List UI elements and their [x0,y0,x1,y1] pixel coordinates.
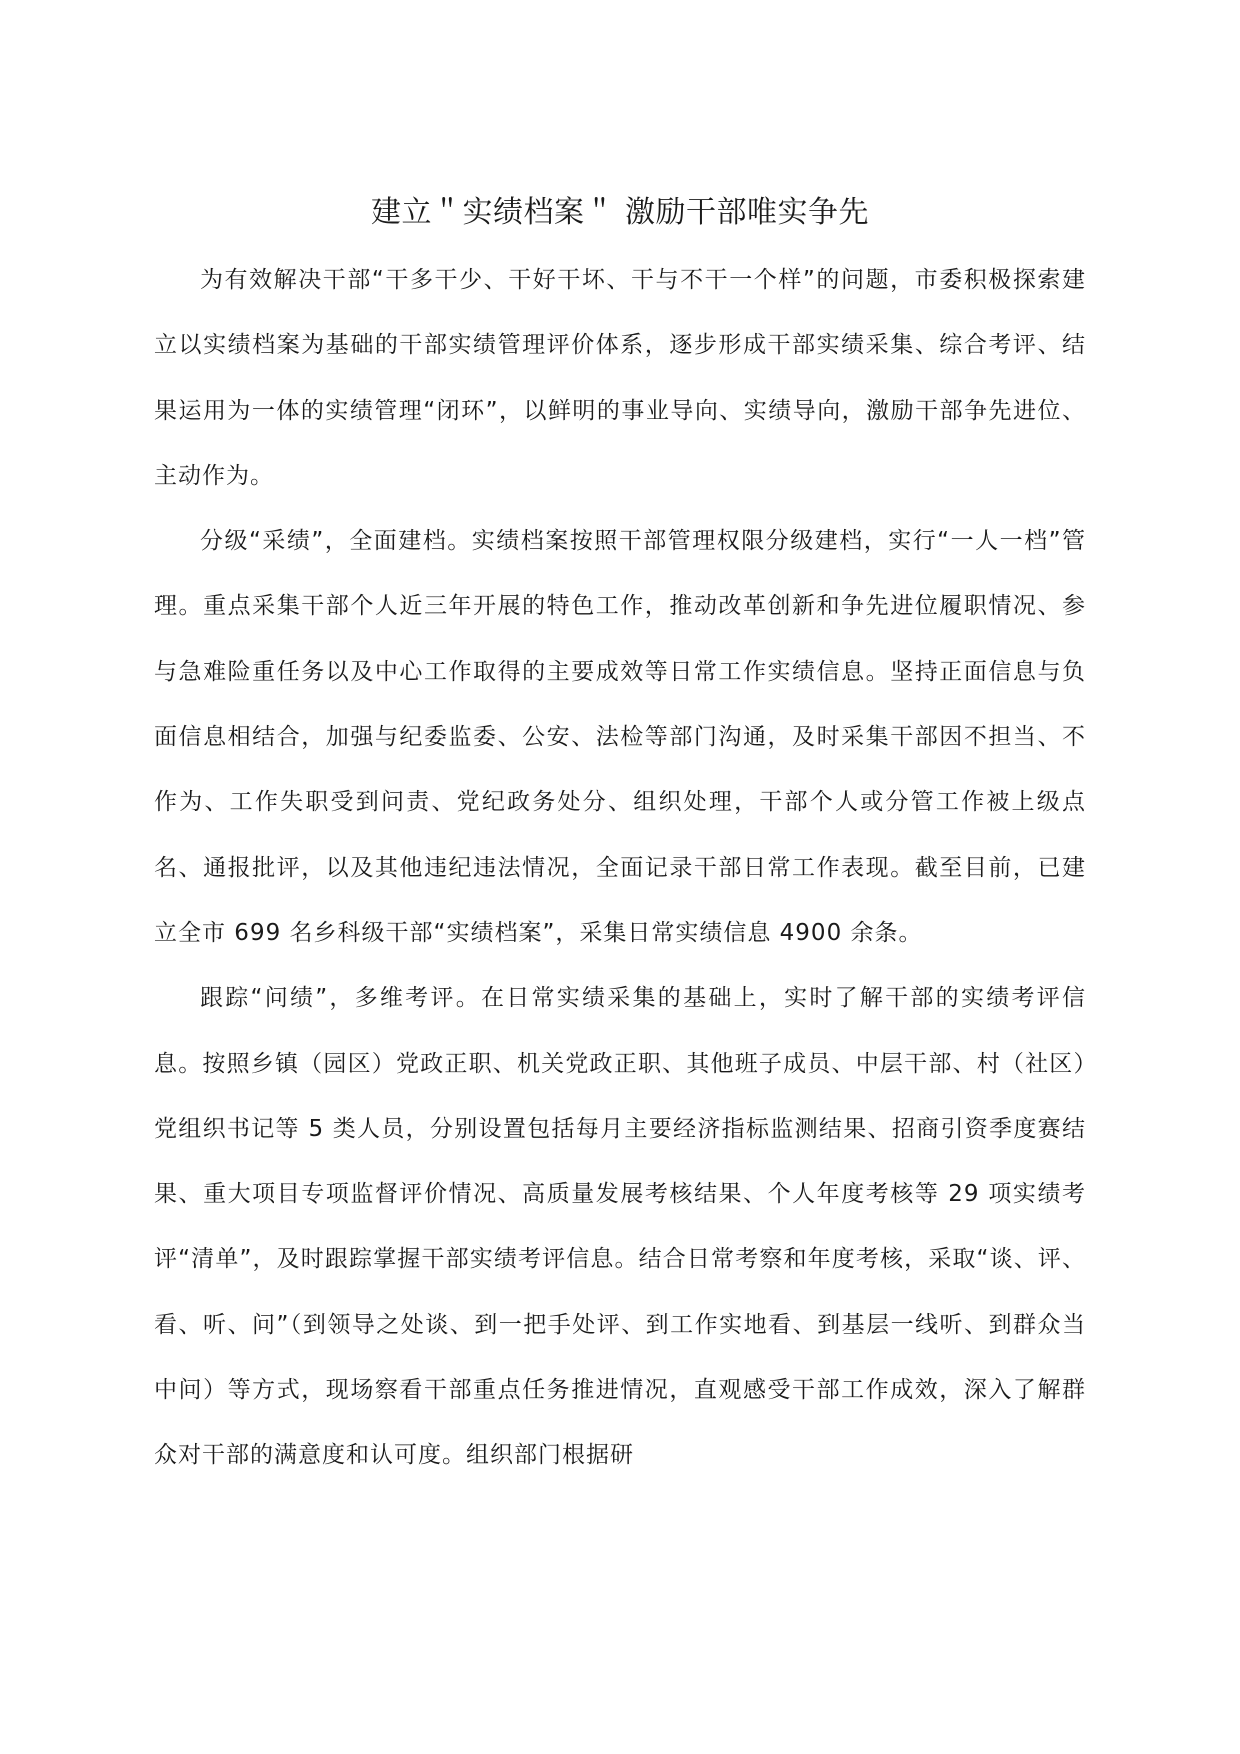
document-title: 建立＂实绩档案＂ 激励干部唯实争先 [370,195,870,230]
paragraph-intro: 为有效解决干部“干多干少、干好干坏、干与不干一个样”的问题，市委积极探索建立以实绩档案为基础的干部实绩管理评价体系，逐步形成干部实绩采集、综合考评、结果运用为一体的实绩管理“闭环”，以鲜明的事业导向、实绩导向，激励干部争先进位、主动作为。 [154,267,1086,489]
paragraph-archive: 分级“采绩”，全面建档。实绩档案按照干部管理权限分级建档，实行“一人一档”管理。重点采集干部个人近三年开展的特色工作，推动改革创新和争先进位履职情况、参与急难险重任务以及中心工作取得的主要成效等日常工作实绩信息。坚持正面信息与负面信息相结合，加强与纪委监委、公安、法检等部门沟通，及时采集干部因不担当、不作为、工作失职受到问责、党纪政务处分、组织处理，干部个人或分管工作被上级点名、通报批评，以及其他违纪违法情况，全面记录干部日常工作表现。截至目前，已建立全市 699 名乡科级干部“实绩档案”，采集日常实绩信息 4900 余条。 [154,528,1086,946]
document-page [154,188,1086,1489]
paragraph-evaluation: 跟踪“问绩”，多维考评。在日常实绩采集的基础上，实时了解干部的实绩考评信息。按照乡镇（园区）党政正职、机关党政正职、其他班子成员、中层干部、村（社区）党组织书记等 5 类人员，分别设置包括每月主要经济指标监测结果、招商引资季度赛结果、重大项目专项监督评价情况、高质量发展考核结果、个人年度考核等 29 项实绩考评“清单”，及时跟踪掌握干部实绩考评信息。结合日常考察和年度考核，采取“谈、评、看、听、问”（到领导之处谈、到一把手处评、到工作实地看、到基层一线听、到群众当中问）等方式，现场察看干部重点任务推进情况，直观感受干部工作成效，深入了解群众对干部的满意度和认可度。组织部门根据研 [154,985,1086,1469]
